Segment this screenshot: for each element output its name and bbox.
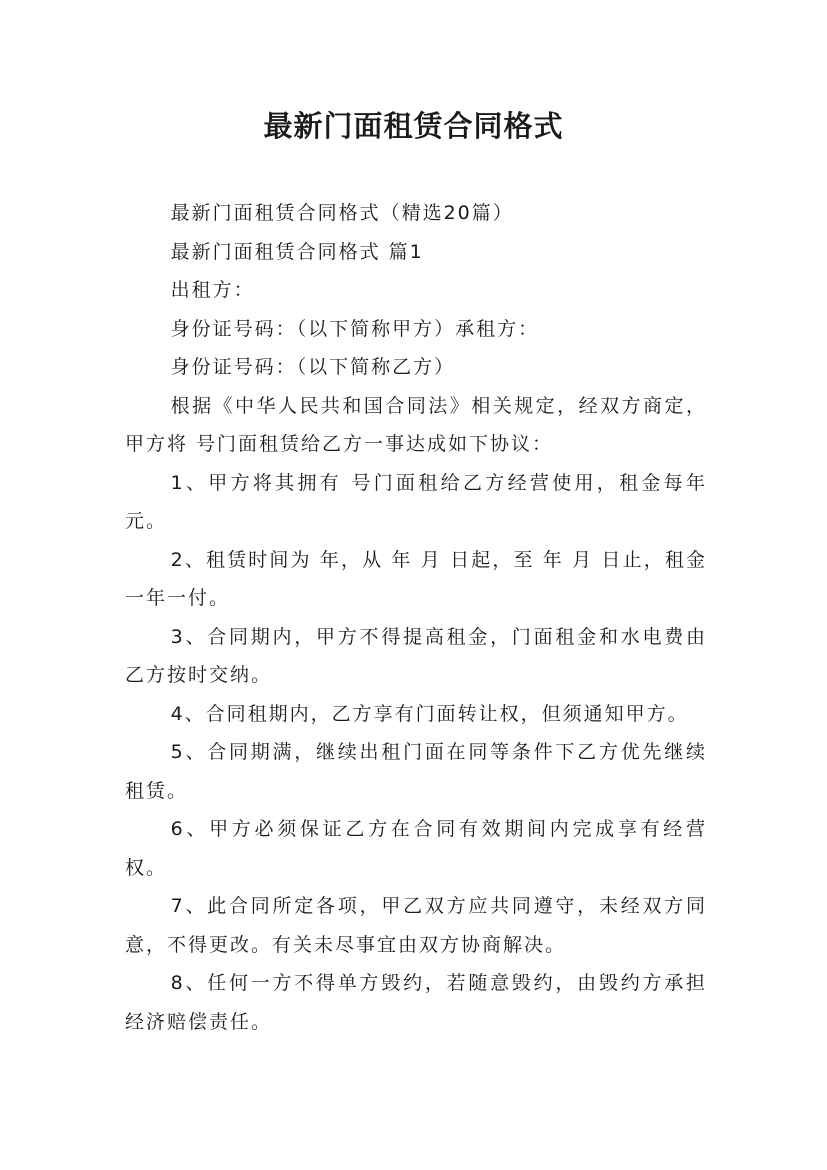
paragraph-id-party-a: 身份证号码：（以下简称甲方）承租方： bbox=[170, 317, 540, 340]
paragraph-clause-2: 2、租赁时间为 年，从 年 月 日起，至 年 月 日止，租金一年一付。 bbox=[125, 548, 707, 609]
paragraph-clause-3: 3、合同期内，甲方不得提高租金，门面租金和水电费由乙方按时交纳。 bbox=[125, 625, 707, 686]
document-title: 最新门面租赁合同格式 bbox=[263, 109, 564, 143]
paragraph-section-heading: 最新门面租赁合同格式 篇1 bbox=[170, 240, 424, 263]
paragraph-clause-8: 8、任何一方不得单方毁约，若随意毁约，由毁约方承担经济赔偿责任。 bbox=[125, 972, 707, 1033]
paragraph-subtitle: 最新门面租赁合同格式（精选20篇） bbox=[170, 202, 514, 224]
paragraph-clause-4: 4、合同租期内，乙方享有门面转让权，但须通知甲方。 bbox=[170, 702, 689, 725]
paragraph-preamble: 根据《中华人民共和国合同法》相关规定，经双方商定，甲方将 号门面租赁给乙方一事达成如下协议： bbox=[125, 394, 707, 455]
paragraph-clause-1: 1、甲方将其拥有 号门面租给乙方经营使用，租金每年 元。 bbox=[125, 471, 707, 532]
paragraph-id-party-b: 身份证号码：（以下简称乙方） bbox=[170, 356, 456, 378]
paragraph-clause-5: 5、合同期满，继续出租门面在同等条件下乙方优先继续租赁。 bbox=[125, 741, 707, 802]
paragraph-lessor: 出租方： bbox=[170, 279, 255, 301]
paragraph-clause-6: 6、甲方必须保证乙方在合同有效期间内完成享有经营权。 bbox=[125, 818, 707, 879]
paragraph-clause-7: 7、此合同所定各项，甲乙双方应共同遵守，未经双方同意，不得更改。有关未尽事宜由双方协商解决。 bbox=[125, 895, 707, 956]
document-body bbox=[125, 194, 707, 1041]
